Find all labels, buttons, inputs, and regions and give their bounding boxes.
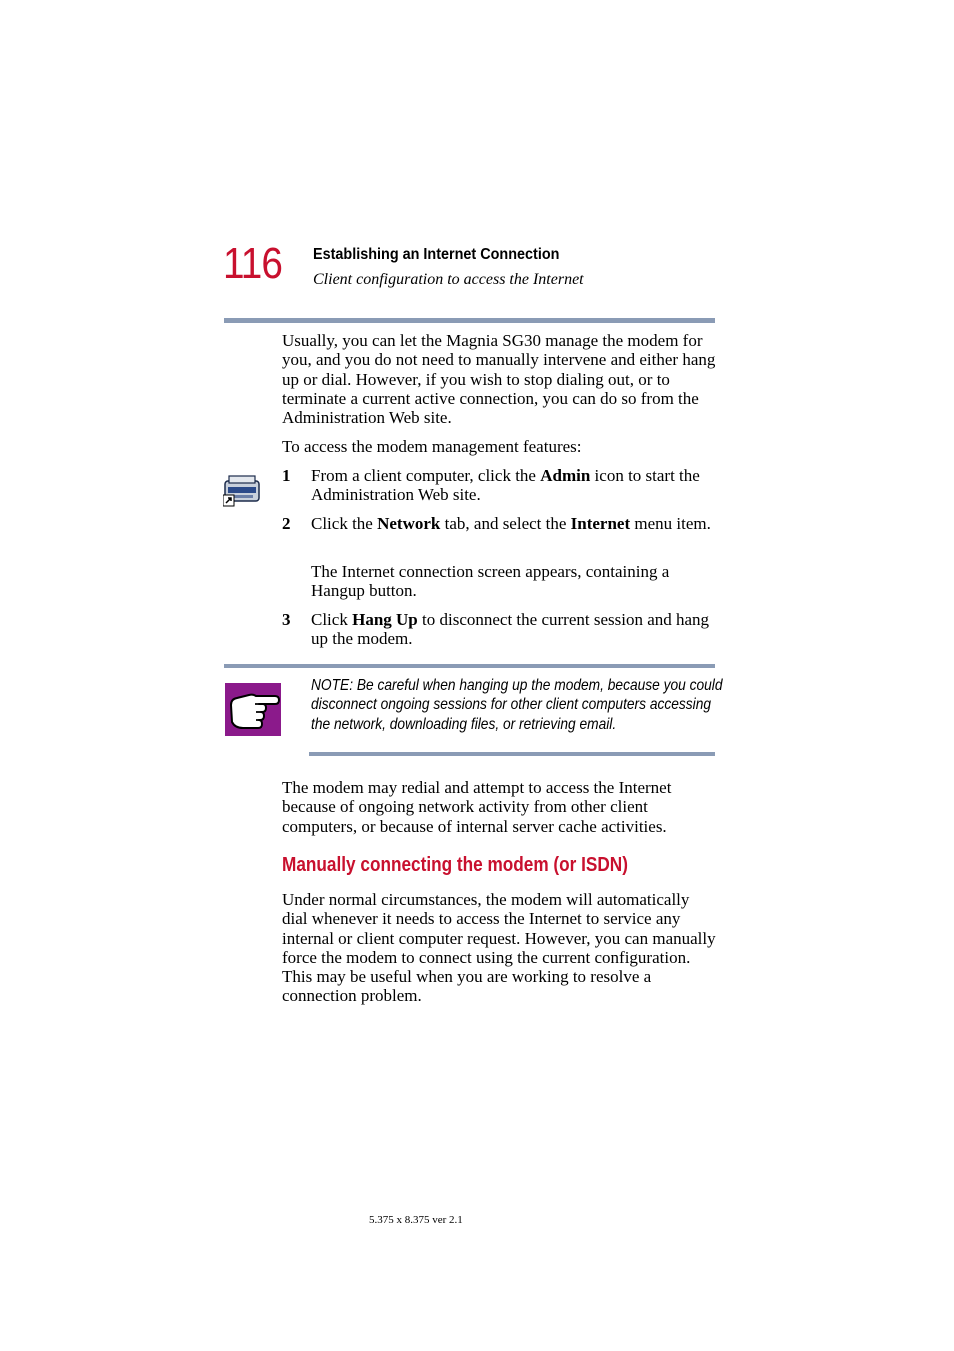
ui-term-network: Network: [377, 514, 441, 533]
ui-term-admin: Admin: [540, 466, 591, 485]
note-text: [311, 676, 723, 734]
admin-shortcut-icon: [223, 473, 261, 507]
pointing-hand-icon: [225, 683, 281, 736]
redial-paragraph: The modem may redial and attempt to access the Internet because of ongoing network activity from other client computers, or because of internal server cache activities.: [282, 778, 672, 836]
intro-paragraph: Usually, you can let the Magnia SG30 manage the modem for you, and you do not need to manually intervene and either hang up or dial. However, if you wish to stop dialing out, or to terminate a current active connection, you can do so from the Administration Web site.: [282, 331, 716, 428]
note-divider-bottom: [309, 752, 715, 756]
step-number: 3: [282, 610, 291, 629]
note-line: the network, downloading files, or retrieving email.: [311, 715, 617, 733]
step-result: The Internet connection screen appears, containing a Hangup button.: [311, 562, 670, 601]
chapter-title: Establishing an Internet Connection: [313, 246, 560, 263]
page-number: 116: [223, 239, 283, 288]
step-text: Click Hang Up to disconnect the current session and hang up the modem.: [311, 610, 710, 649]
step-text: From a client computer, click the Admin icon to start the Administration Web site.: [311, 466, 700, 505]
step-number: 2: [282, 514, 291, 533]
step-number: 1: [282, 466, 291, 485]
footer-note: 5.375 x 8.375 ver 2.1: [369, 1214, 463, 1226]
section-paragraph: Under normal circumstances, the modem will automatically dial whenever it needs to access the Internet to service any internal or client computer request. However, you can manually force the modem to connect using the current configuration. This may be useful when you are working to resolve a connection problem.: [282, 890, 716, 1006]
ui-term-internet: Internet: [570, 514, 631, 533]
header-divider: [224, 318, 715, 323]
note-line: NOTE: Be careful when hanging up the modem, because you could: [311, 677, 723, 694]
section-heading: Manually connecting the modem (or ISDN): [282, 854, 628, 876]
section-subtitle: Client configuration to access the Internet: [313, 271, 584, 288]
steps-intro: To access the modem management features:: [282, 437, 582, 456]
ui-term-hang-up: Hang Up: [352, 610, 418, 629]
note-line: disconnect ongoing sessions for other client computers accessing: [311, 696, 712, 714]
step-text: Click the Network tab, and select the Internet menu item.: [311, 514, 711, 533]
note-divider-top: [224, 664, 715, 668]
